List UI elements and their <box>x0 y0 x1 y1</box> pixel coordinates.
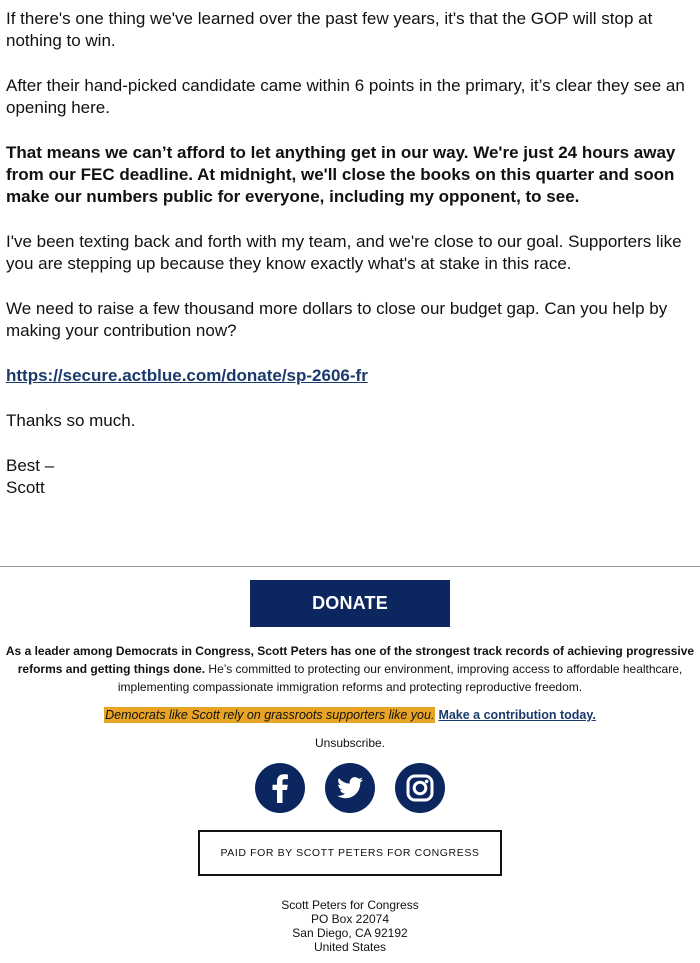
paragraph-primary: After their hand-picked candidate came within 6 points in the primary, it’s clear they see an opening here. <box>6 76 685 117</box>
paragraph-thanks: Thanks so much. <box>6 411 136 430</box>
about-rest-text: He’s committed to protecting our environment, improving access to affordable healthcare, implementing compassionate immigration reforms and protecting reproductive freedom. <box>117 662 683 694</box>
address-line-1: Scott Peters for Congress <box>281 898 419 912</box>
social-icons <box>0 763 700 813</box>
paragraph-budget-gap: We need to raise a few thousand more dollars to close our budget gap. Can you help by making your contribution now? <box>6 299 668 340</box>
unsubscribe-link[interactable]: Unsubscribe. <box>314 736 386 750</box>
address-line-2: PO Box 22074 <box>310 912 390 926</box>
address-line-3: San Diego, CA 92192 <box>292 926 408 940</box>
paragraph-team: I've been texting back and forth with my team, and we're close to our goal. Supporters like you are stepping up because they know exactly what's at stake in this race. <box>6 232 682 273</box>
paid-for-disclaimer: PAID FOR BY SCOTT PETERS FOR CONGRESS <box>198 830 502 876</box>
make-contribution-link[interactable]: Make a contribution today. <box>438 708 596 722</box>
actblue-donate-link[interactable]: https://secure.actblue.com/donate/sp-2606-fr <box>6 366 368 385</box>
signature: Scott <box>6 478 45 497</box>
signoff-best: Best – <box>6 456 55 475</box>
donate-link-paragraph <box>6 365 694 387</box>
grassroots-line <box>0 706 700 724</box>
grassroots-highlight: Democrats like Scott rely on grassroots supporters like you. <box>105 708 435 722</box>
paragraph-gop: If there's one thing we've learned over the past few years, it's that the GOP will stop at nothing to win. <box>6 9 653 50</box>
donate-button[interactable]: DONATE <box>250 580 450 627</box>
twitter-icon[interactable] <box>325 763 375 813</box>
about-scott-text <box>4 642 696 696</box>
address-line-4: United States <box>313 940 387 954</box>
facebook-icon[interactable] <box>255 763 305 813</box>
email-footer <box>0 580 700 954</box>
footer-divider <box>0 566 700 567</box>
mailing-address <box>0 898 700 954</box>
instagram-icon[interactable] <box>395 763 445 813</box>
about-bold-text: As a leader among Democrats in Congress, Scott Peters has one of the strongest track records of achieving progressive reforms and getting things done. <box>5 644 695 676</box>
paragraph-fec-deadline: That means we can’t afford to let anything get in our way. We're just 24 hours away from our FEC deadline. At midnight, we'll close the books on this quarter and soon make our numbers public for everyone, including my opponent, to see. <box>6 143 676 206</box>
